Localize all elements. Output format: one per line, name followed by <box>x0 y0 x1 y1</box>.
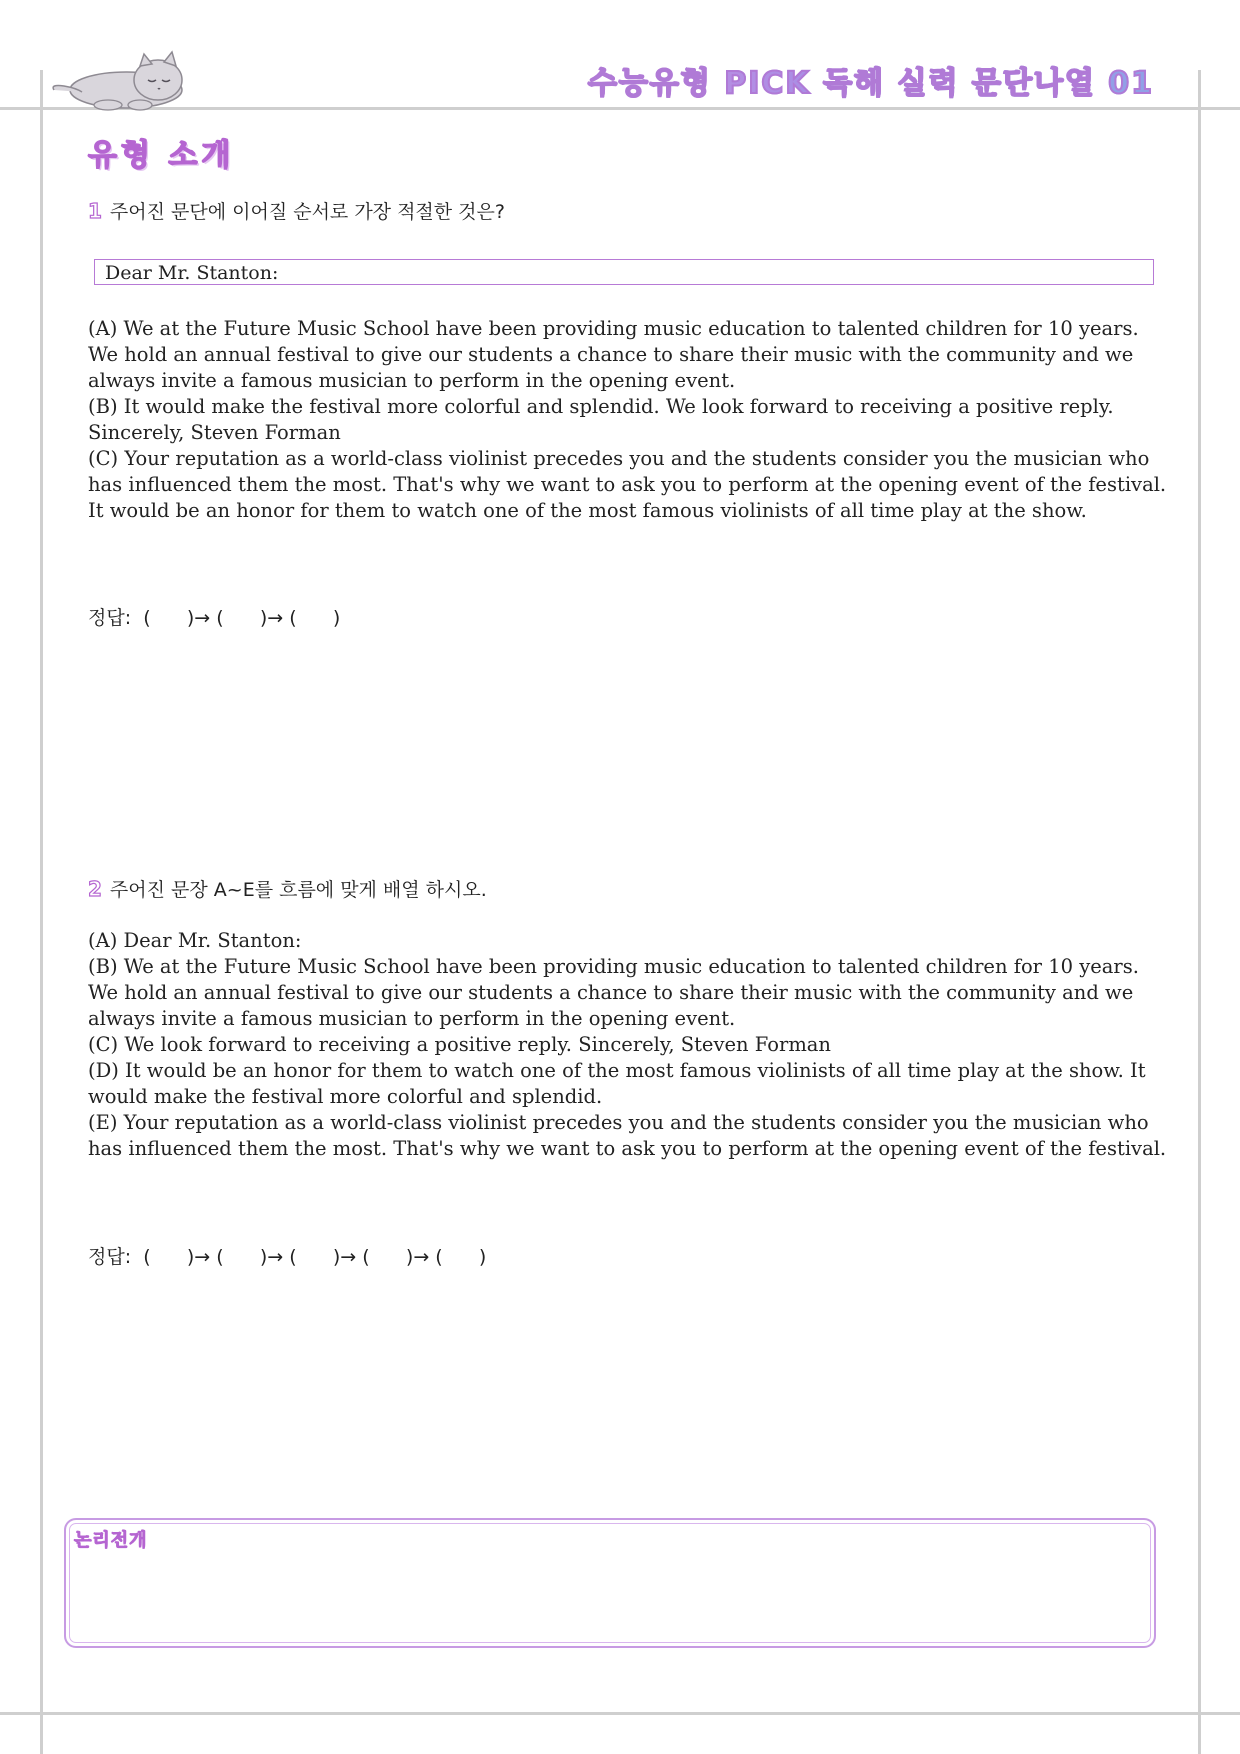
page-frame-right-line <box>1198 70 1201 1754</box>
question-2-passage <box>88 928 1168 1162</box>
question-1 <box>88 197 505 224</box>
page-frame-left-line <box>40 70 43 1754</box>
question-2-number: 2 <box>88 877 102 901</box>
header-title: 수능유형 PICK 독해 실력 문단나열 01 <box>588 58 1154 102</box>
question-1-paragraph-b: (B) It would make the festival more colorful and splendid. We look forward to receiving a positive reply. Sincerely, Steven Forman <box>88 395 1114 444</box>
question-2-answer-blank: 정답: ( )→ ( )→ ( )→ ( )→ ( ) <box>88 1246 487 1268</box>
question-2-sentence-e: (E) Your reputation as a world-class violinist precedes you and the students consider you the musician who has influenced them the most. That's why we want to ask you to perform at the opening event of the festival. <box>88 1111 1167 1160</box>
given-paragraph-box: Dear Mr. Stanton: <box>94 259 1154 285</box>
question-1-paragraph-c: (C) Your reputation as a world-class violinist precedes you and the students consider you the musician who has influenced them the most. That's why we want to ask you to perform at the opening event of the festival. It would be an honor for them to watch one of the most famous violinists of all time play at the show. <box>88 447 1167 522</box>
section-title: 유형 소개 <box>88 138 235 173</box>
question-2 <box>88 875 487 902</box>
question-1-passage <box>88 316 1168 524</box>
question-2-sentence-c: (C) We look forward to receiving a positive reply. Sincerely, Steven Forman <box>88 1033 831 1056</box>
page-frame-bottom-line <box>0 1712 1240 1715</box>
logic-notes-box[interactable] <box>64 1518 1156 1648</box>
question-2-sentence-b: (B) We at the Future Music School have been providing music education to talented children for 10 years. We hold an annual festival to give our students a chance to share their music with the community and we always invite a famous musician to perform in the opening event. <box>88 955 1139 1030</box>
question-1-prompt: 주어진 문단에 이어질 순서로 가장 적절한 것은? <box>109 201 505 223</box>
question-2-sentence-a: (A) Dear Mr. Stanton: <box>88 929 302 952</box>
question-1-answer-blank: 정답: ( )→ ( )→ ( ) <box>88 607 341 629</box>
question-1-paragraph-a: (A) We at the Future Music School have been providing music education to talented children for 10 years. We hold an annual festival to give our students a chance to share their music with the community and we always invite a famous musician to perform in the opening event. <box>88 317 1139 392</box>
question-2-prompt: 주어진 문장 A~E를 흐름에 맞게 배열 하시오. <box>109 879 487 901</box>
sleeping-cat-icon <box>48 50 188 112</box>
question-2-sentence-d: (D) It would be an honor for them to watch one of the most famous violinists of all time play at the show. It would make the festival more colorful and splendid. <box>88 1059 1146 1108</box>
question-1-number: 1 <box>88 199 102 223</box>
logic-notes-label: 논리전개 <box>74 1530 148 1551</box>
